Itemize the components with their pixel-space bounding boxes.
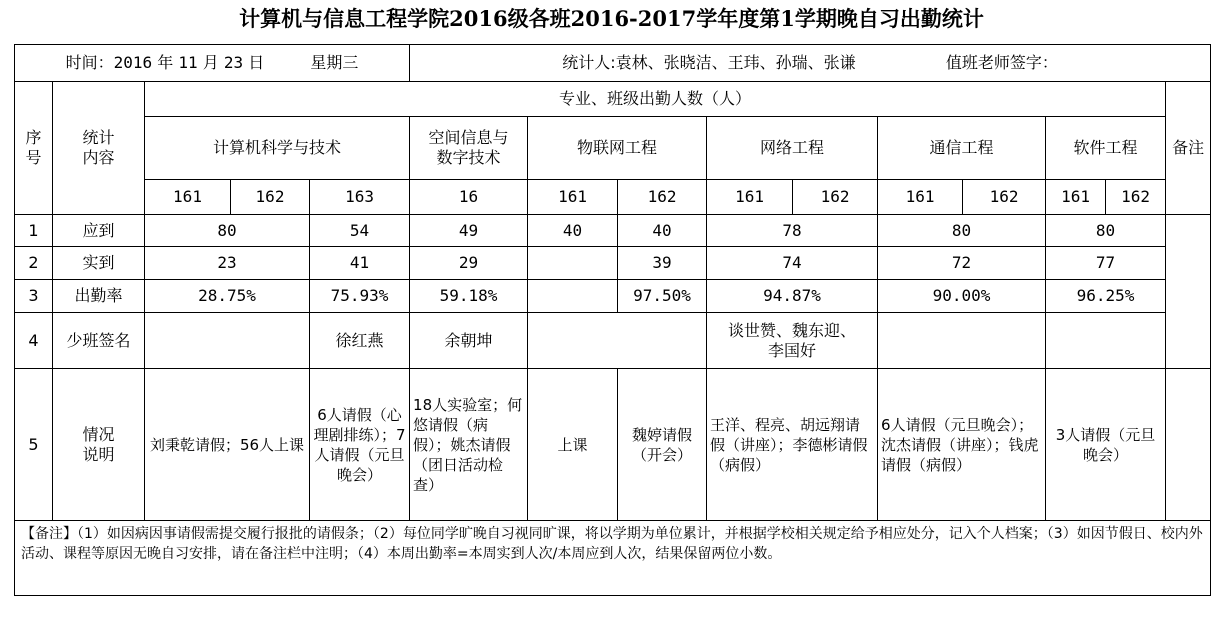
- cell-cs-163: 75.93%: [310, 280, 410, 313]
- row-number: 5: [15, 369, 53, 521]
- cell-network: 78: [707, 215, 878, 247]
- weekday: 星期三: [310, 53, 359, 72]
- footnote: 【备注】（1）如因病因事请假需提交履行报批的请假条；（2）每位同学旷晚自习视同旷课，将以学期为单位累计，并根据学校相关规定给予相应处分，记入个人档案；（3）如因节假日、校内外活动、课程等原因无晚自习安排，请在备注栏中注明；（4）本周出勤率=本周实到人次/本周应到人次，结果保留两位小数。: [15, 521, 1211, 596]
- cell-cs-163: 41: [310, 247, 410, 280]
- date-year: 2016: [113, 53, 153, 72]
- cell-software: 80: [1046, 215, 1166, 247]
- date-month: 11: [178, 53, 198, 72]
- cell-cs-161-162: [145, 313, 310, 369]
- year-unit: 年: [157, 53, 174, 72]
- cell-telecom: 72: [878, 247, 1046, 280]
- header-row-classes: [15, 180, 1211, 215]
- cell-telecom: 90.00%: [878, 280, 1046, 313]
- row-label: 出勤率: [53, 280, 145, 313]
- cell-cs-163: 6人请假（心理剧排练）；7人请假（元旦晚会）: [310, 369, 410, 521]
- header-row-majors: [15, 117, 1211, 180]
- info-row: [15, 45, 1211, 82]
- row-label: 少班签名: [53, 313, 145, 369]
- cell-cs-163: 徐红燕: [310, 313, 410, 369]
- class-soft-162: 162: [1106, 180, 1166, 215]
- header-remark: 备注: [1166, 82, 1211, 215]
- date-day: 23: [223, 53, 244, 72]
- class-tel-161: 161: [878, 180, 963, 215]
- class-soft-161: 161: [1046, 180, 1106, 215]
- class-cs-161: 161: [145, 180, 231, 215]
- day-unit: 日: [248, 53, 265, 72]
- cell-space: 59.18%: [410, 280, 528, 313]
- cell-iot-161: 上课: [528, 369, 618, 521]
- cell-space: 29: [410, 247, 528, 280]
- cell-cs-161-162: 28.75%: [145, 280, 310, 313]
- cell-iot: [528, 313, 707, 369]
- cell-iot-162: 魏婷请假（开会）: [618, 369, 707, 521]
- major-space-info: 空间信息与 数字技术: [410, 117, 528, 180]
- header-group-title: 专业、班级出勤人数（人）: [145, 82, 1166, 117]
- cell-space: 18人实验室；何悠请假（病假）；姚杰请假（团日活动检查）: [410, 369, 528, 521]
- date-label: 时间：: [65, 53, 114, 72]
- cell-software: 77: [1046, 247, 1166, 280]
- major-telecom: 通信工程: [878, 117, 1046, 180]
- cell-cs-161-162: 80: [145, 215, 310, 247]
- class-iot-162: 162: [618, 180, 707, 215]
- month-unit: 月: [202, 53, 219, 72]
- class-cs-163: 163: [310, 180, 410, 215]
- row-label: 情况 说明: [53, 369, 145, 521]
- table-row: [15, 215, 1211, 247]
- major-iot: 物联网工程: [528, 117, 707, 180]
- major-software: 软件工程: [1046, 117, 1166, 180]
- date-cell: [15, 45, 410, 82]
- cell-cs-161-162: 刘秉乾请假；56人上课: [145, 369, 310, 521]
- table-row: [15, 247, 1211, 280]
- class-iot-161: 161: [528, 180, 618, 215]
- cell-telecom: 6人请假（元旦晚会）；沈杰请假（讲座）；钱虎请假（病假）: [878, 369, 1046, 521]
- major-cs: 计算机科学与技术: [145, 117, 410, 180]
- cell-space: 49: [410, 215, 528, 247]
- row-number: 1: [15, 215, 53, 247]
- row-number: 4: [15, 313, 53, 369]
- major-network: 网络工程: [707, 117, 878, 180]
- class-cs-162: 162: [231, 180, 310, 215]
- cell-cs-161-162: 23: [145, 247, 310, 280]
- cell-iot-162: 97.50%: [618, 280, 707, 313]
- table-row: [15, 280, 1211, 313]
- table-row: [15, 369, 1211, 521]
- row-label: 实到: [53, 247, 145, 280]
- cell-iot-161: 40: [528, 215, 618, 247]
- attendance-table: [14, 44, 1211, 596]
- class-tel-162: 162: [963, 180, 1046, 215]
- counter-cell: [410, 45, 1211, 82]
- class-net-162: 162: [793, 180, 878, 215]
- cell-space: 余朝坤: [410, 313, 528, 369]
- cell-iot-161: [528, 280, 618, 313]
- cell-network: 王洋、程亮、胡远翔请假（讲座）；李德彬请假（病假）: [707, 369, 878, 521]
- row-label: 应到: [53, 215, 145, 247]
- cell-iot-162: 40: [618, 215, 707, 247]
- cell-software: [1046, 313, 1166, 369]
- cell-telecom: 80: [878, 215, 1046, 247]
- page-title: 计算机与信息工程学院2016级各班2016-2017学年度第1学期晚自习出勤统计: [239, 6, 984, 31]
- row-number: 2: [15, 247, 53, 280]
- cell-iot-161: [528, 247, 618, 280]
- header-seq: 序号: [15, 82, 53, 215]
- cell-network: 谈世赞、魏东迎、 李国好: [707, 313, 878, 369]
- cell-software: 96.25%: [1046, 280, 1166, 313]
- counters: 统计人:袁林、张晓洁、王玮、孙瑞、张谦: [562, 53, 856, 72]
- cell-cs-163: 54: [310, 215, 410, 247]
- cell-network: 74: [707, 247, 878, 280]
- cell-iot-162: 39: [618, 247, 707, 280]
- header-content: 统计 内容: [53, 82, 145, 215]
- cell-telecom: [878, 313, 1046, 369]
- cell-software: 3人请假（元旦晚会）: [1046, 369, 1166, 521]
- header-row-group: [15, 82, 1211, 117]
- row-number: 3: [15, 280, 53, 313]
- table-row: [15, 313, 1211, 369]
- remark-cell: [1166, 369, 1211, 521]
- cell-network: 94.87%: [707, 280, 878, 313]
- class-net-161: 161: [707, 180, 793, 215]
- teacher-signature-label: 值班老师签字：: [945, 53, 1058, 72]
- remark-cell: [1166, 215, 1211, 369]
- class-space-16: 16: [410, 180, 528, 215]
- footnote-row: [15, 521, 1211, 596]
